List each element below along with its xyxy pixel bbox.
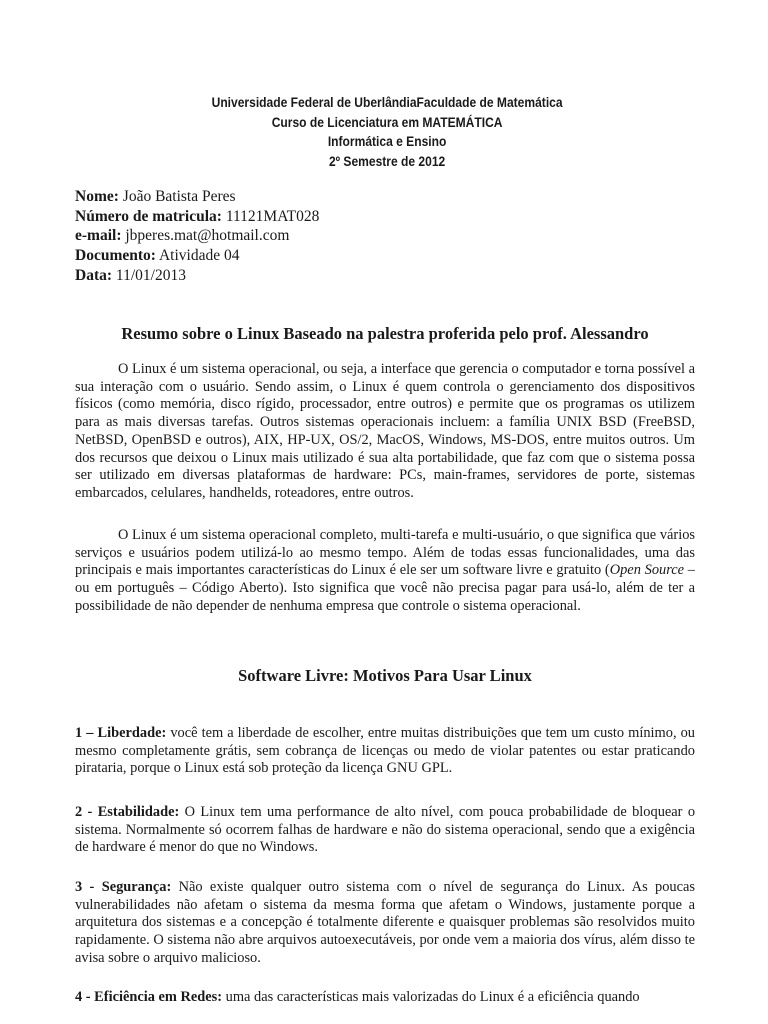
item-1-label: 1 – Liberdade: (75, 725, 167, 741)
data-label: Data: (75, 266, 113, 284)
matricula-label: Número de matricula: (75, 207, 222, 225)
document-header (42, 93, 733, 171)
list-item-estabilidade (75, 804, 695, 857)
documento-label: Documento: (75, 247, 156, 265)
student-info (75, 187, 695, 286)
email-row (75, 226, 695, 246)
item-3-text: Não existe qualquer outro sistema com o nível de segurança do Linux. As poucas vulnerabilidades não afetam o sistema da mesma forma que afetam o Windows, justamente porque a arquitetura dos sistemas e a concepção é totalmente diferente e quaisquer problemas são resolvidos muito rapidamente. O sistema não abre arquivos autoexecutáveis, por onde vem a maioria dos vírus, além disso te avisa sobre o arquivo malicioso. (75, 879, 695, 966)
paragraph-2-text-start: O Linux é um sistema operacional completo, multi-tarefa e multi-usuário, o que significa que vários serviços e usuários podem utilizá-lo ao mesmo tempo. Além de todas essas funcionalidades, uma das principais e mais importantes características do Linux é ele ser um software livre e gratuito ( (75, 527, 695, 579)
subject-line: Informática e Ensino (327, 134, 447, 149)
section-1-paragraph-1: O Linux é um sistema operacional, ou seja, a interface que gerencia o computador e torna possível a sua interação com o usuário. Sendo assim, o Linux é quem controla o gerenciamento dos dispositivos físicos (como memória, disco rígido, processador, entre outros) e permite que os programas os utilizem para as mais diversas tarefas. Outros sistemas operacionais incluem: a família UNIX BSD (FreeBSD, NetBSD, OpenBSD e outros), AIX, HP-UX, OS/2, MacOS, Windows, MS-DOS, entre muitos outros. Um dos recursos que deixou o Linux mais utilizado é sua alta portabilidade, que faz com que o sistema possa ser utilizado em diversas plataformas de hardware: PCs, main-frames, servidores de porte, sistemas embarcados, celulares, handhelds, roteadores, entre outros. (75, 361, 695, 501)
item-2-text: O Linux tem uma performance de alto nível, com pouca probabilidade de bloquear o sistema. Normalmente só ocorrem falhas de hardware e não do sistema operacional, sendo que a exigência de hardware é menor do que no Windows. (75, 804, 696, 856)
section-1-paragraph-2 (75, 527, 695, 616)
paragraph-2-text-end: – ou em português – Código Aberto). Isto significa que você não precisa pagar para usá-lo, além de ter a possibilidade de não depender de nenhuma empresa que controle o sistema operacional. (75, 562, 695, 614)
item-1-text: você tem a liberdade de escolher, entre muitas distribuições que tem um custo mínimo, ou mesmo completamente grátis, sem cobrança de licenças ou medo de violar patentes ou estar praticando pirataria, porque o Linux está sob proteção da licença GNU GPL. (75, 725, 695, 777)
course-line: Curso de Licenciatura em MATEMÁTICA (271, 114, 503, 130)
open-source-term: Open Source (609, 562, 685, 579)
university-faculty-line: Universidade Federal de UberlândiaFaculdade de Matemática (211, 95, 563, 110)
item-3-label: 3 - Segurança: (75, 879, 172, 895)
name-label: Nome: (75, 188, 119, 205)
name-row (75, 187, 695, 207)
documento-value: Atividade 04 (155, 247, 240, 265)
documento-row (75, 246, 695, 266)
list-item-eficiencia-redes (75, 989, 695, 1007)
matricula-row (75, 207, 695, 227)
email-label: e-mail: (75, 227, 122, 245)
section-2-title: Software Livre: Motivos Para Usar Linux (238, 666, 532, 685)
list-item-seguranca (75, 879, 695, 968)
list-item-liberdade (75, 725, 695, 778)
matricula-value: 11121MAT028 (221, 207, 320, 225)
data-row (75, 266, 695, 286)
item-4-text: uma das características mais valorizadas do Linux é a eficiência quando (222, 989, 640, 1005)
name-value: João Batista Peres (118, 188, 236, 205)
item-4-label: 4 - Eficiência em Redes: (75, 989, 223, 1005)
semester-line: 2º Semestre de 2012 (328, 153, 446, 169)
section-1-title: Resumo sobre o Linux Baseado na palestra proferida pelo prof. Alessandro (121, 324, 649, 343)
email-value: jbperes.mat@hotmail.com (121, 227, 290, 245)
data-value: 11/01/2013 (112, 266, 186, 284)
item-2-label: 2 - Estabilidade: (75, 804, 180, 820)
